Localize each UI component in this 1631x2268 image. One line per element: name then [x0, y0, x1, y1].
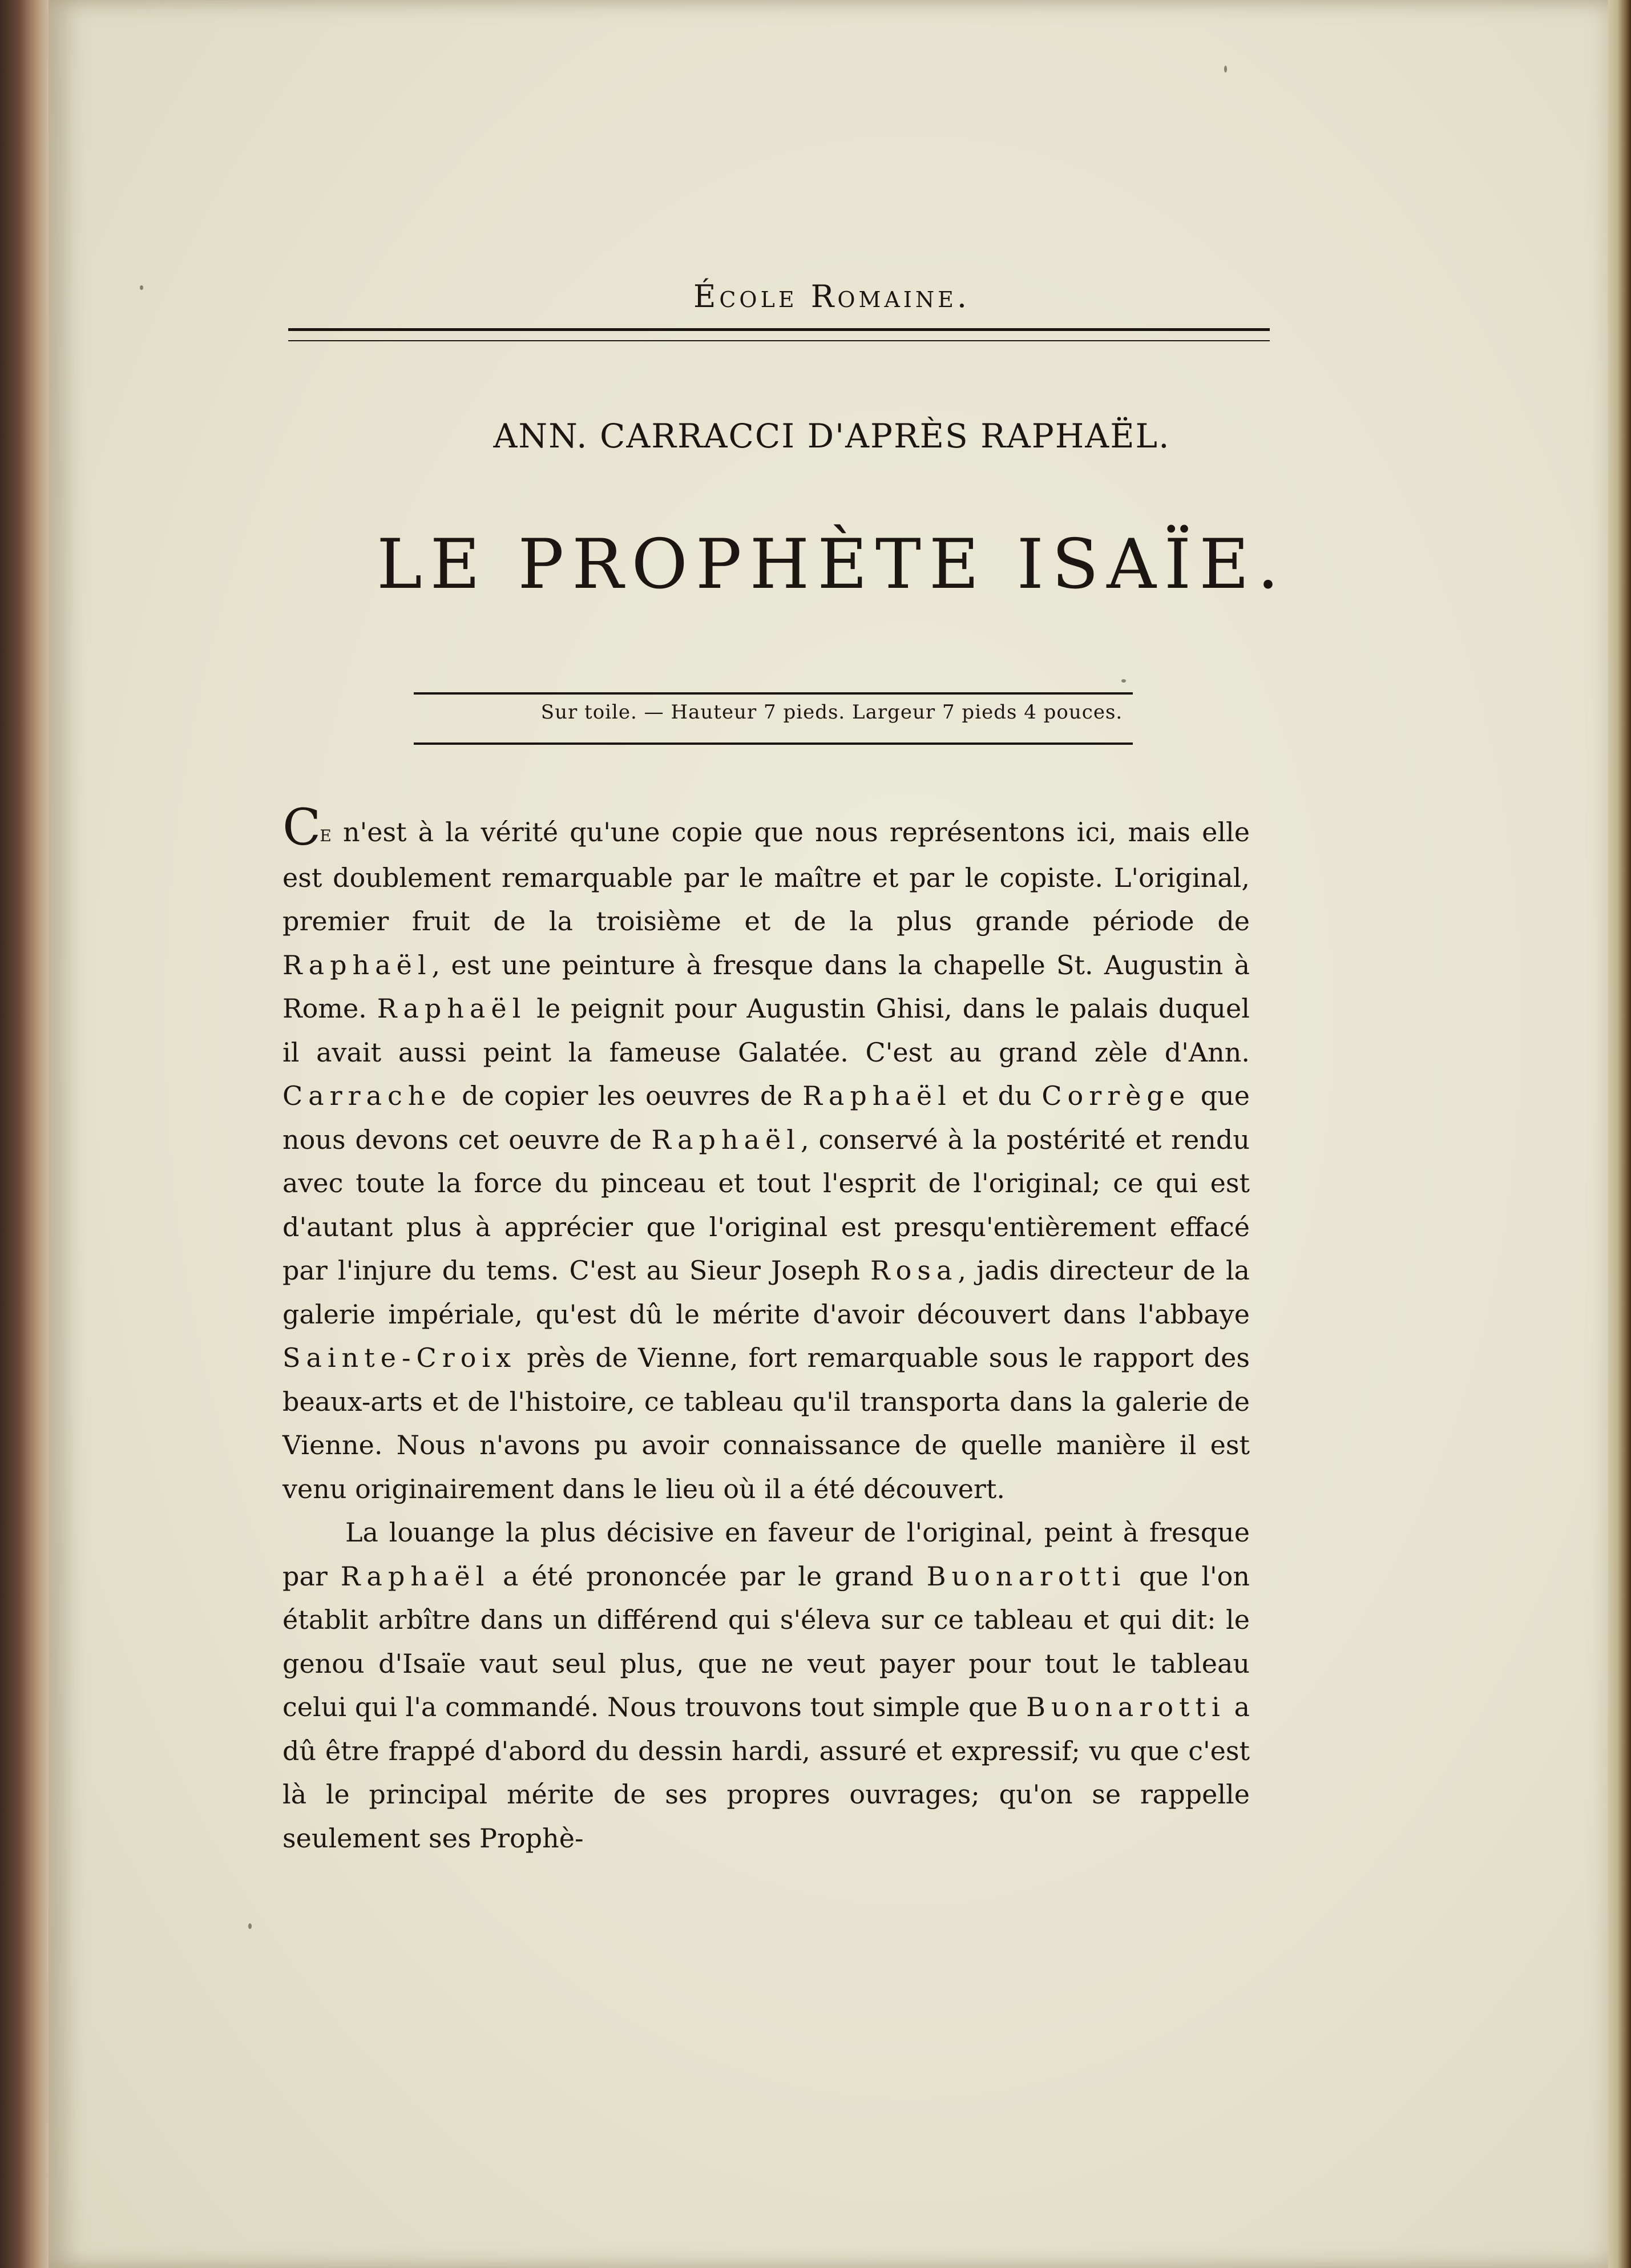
body-text [282, 798, 1250, 1860]
drop-cap-tail: e [320, 821, 332, 847]
paper-speck [1121, 679, 1126, 683]
dimensions-rule-bottom [414, 742, 1133, 745]
school-header: École Romaine. [693, 279, 971, 314]
text-run: a dû être frappé d'abord du dessin hardi, assuré et expressif; vu que c'est là le principal mérite de ses propres ouvrages; qu'on se rappelle seulement ses Prophè- [282, 1692, 1250, 1854]
spaced-name: Sainte-Croix [282, 1342, 517, 1373]
spaced-name: Rosa [870, 1255, 958, 1286]
text-run: près de Vienne, fort remarquable sous le rapport des beaux-arts et de l'histoire, ce tableau qu'il transporta dans la galerie de Vienne. Nous n'avons pu avoir connaissance de quelle manière il est venu originairement dans le lieu où il a été découvert. [282, 1342, 1250, 1504]
text-run: de copier les oeuvres de [451, 1080, 803, 1111]
paragraph-2 [282, 1511, 1250, 1860]
paper-speck [1224, 66, 1227, 72]
spaced-name: Raphaël [377, 993, 527, 1024]
spaced-name: Raphaël [340, 1560, 490, 1592]
text-run: que nous devons cet oeuvre de [282, 1080, 1250, 1155]
text-run: La louange la plus décisive en faveur de l'original, peint à fresque par [282, 1517, 1250, 1592]
paper-page [49, 0, 1615, 2268]
spaced-name: Buonarotti [926, 1560, 1127, 1592]
header-double-rule [288, 328, 1270, 341]
text-run: n'est à la vérité qu'une copie que nous représentons ici, mais elle est doublement remarquable par le maître et par le copiste. L'original, premier fruit de la troisième et de la plus grande période de [282, 817, 1250, 937]
spaced-name: Corrège [1041, 1080, 1191, 1111]
text-run: que l'on établit arbître dans un différend qui s'éleva sur ce tableau et qui dit: le genou d'Isaïe vaut seul plus, que ne veut payer pour tout le tableau celui qui l'a commandé. Nous trouvons tout simple que [282, 1560, 1250, 1722]
page-fore-edge [1608, 0, 1631, 2268]
dimensions-rule-top [414, 692, 1133, 695]
paper-speck [140, 285, 143, 290]
spaced-name: Carrache [282, 1080, 452, 1111]
text-run: , est une peinture à fresque dans la chapelle St. Augustin à Rome. [282, 949, 1250, 1024]
spaced-name: Raphaël [802, 1080, 952, 1111]
spaced-name: Raphaël [282, 949, 432, 980]
artwork-dimensions: Sur toile. — Hauteur 7 pieds. Largeur 7 pieds 4 pouces. [540, 701, 1123, 724]
text-run: le peignit pour Augustin Ghisi, dans le palais duquel il avait aussi peint la fameuse Galatée. C'est au grand zèle d'Ann. [282, 993, 1250, 1068]
drop-cap: C [282, 798, 320, 857]
artwork-title: LE PROPHÈTE ISAÏE. [376, 525, 1287, 604]
text-run: , jadis directeur de la galerie impériale, qu'est dû le mérite d'avoir découvert dans l'abbaye [282, 1255, 1250, 1330]
paragraph-1 [282, 798, 1250, 1511]
spaced-name: Buonarotti [1026, 1692, 1226, 1722]
spaced-name: Raphaël [651, 1124, 801, 1155]
paper-speck [248, 1923, 252, 1929]
text-run: a été prononcée par le grand [490, 1560, 927, 1592]
text-run: et du [951, 1080, 1042, 1111]
text-run: , conservé à la postérité et rendu avec toute la force du pinceau et tout l'esprit de l'original; ce qui est d'autant plus à apprécier que l'original est presqu'entièrement effacé par l'injure du tems. C'est au Sieur Joseph [282, 1124, 1250, 1286]
book-spine-edge [0, 0, 54, 2268]
artist-attribution: ANN. CARRACCI D'APRÈS RAPHAËL. [493, 417, 1170, 455]
